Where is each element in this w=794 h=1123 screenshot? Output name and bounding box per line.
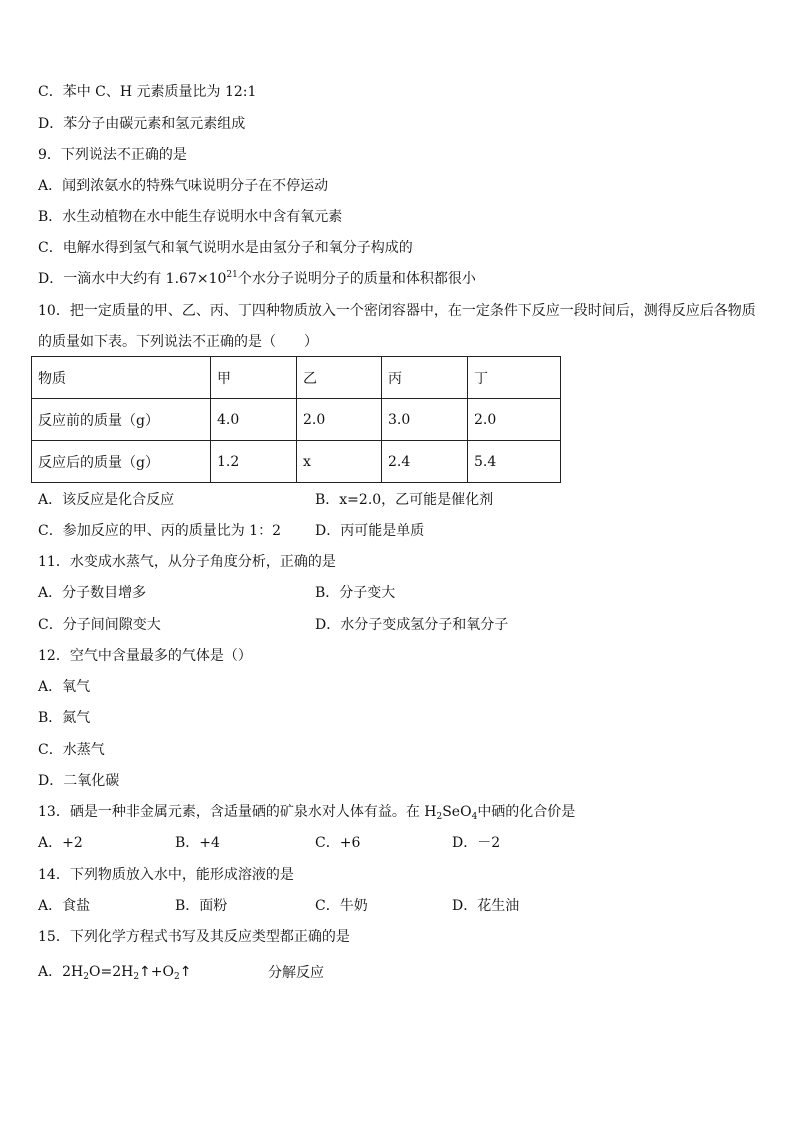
q9-option-d-text-1: D．一滴水中大约有 1.67×10 bbox=[38, 271, 227, 287]
table-cell: 2.4 bbox=[382, 441, 468, 483]
equation-part: +O bbox=[150, 964, 174, 980]
q11-option-c: C．分子间间隙变大 bbox=[38, 617, 161, 633]
q9-stem: 9．下列说法不正确的是 bbox=[38, 147, 187, 163]
q9-option-d-exponent: 21 bbox=[226, 270, 238, 280]
q13-stem bbox=[38, 802, 575, 822]
q15-stem: 15．下列化学方程式书写及其反应类型都正确的是 bbox=[38, 929, 350, 945]
q11-stem: 11．水变成水蒸气，从分子角度分析，正确的是 bbox=[38, 554, 336, 570]
q14-option-a: A．食盐 bbox=[38, 898, 91, 914]
q15-option-a-reaction-type: 分解反应 bbox=[268, 965, 324, 981]
q14-stem: 14．下列物质放入水中，能形成溶液的是 bbox=[38, 867, 294, 883]
table-header-cell: 丁 bbox=[468, 357, 561, 399]
chemical-equation bbox=[62, 964, 191, 980]
table-cell: 1.2 bbox=[211, 441, 297, 483]
q13-stem-text-2: SeO bbox=[442, 804, 472, 820]
gas-arrow-icon: ↑ bbox=[179, 964, 192, 980]
gas-arrow-icon: ↑ bbox=[139, 964, 151, 980]
q12-option-b: B．氮气 bbox=[38, 710, 91, 726]
q8-option-c: C．苯中 C、H 元素质量比为 12:1 bbox=[38, 84, 257, 100]
q9-option-d bbox=[38, 269, 476, 289]
equation-part: 2H bbox=[62, 964, 84, 980]
q15-option-a-label: A． bbox=[38, 964, 63, 980]
q13-option-d: D．－2 bbox=[452, 835, 501, 851]
q14-option-b: B．面粉 bbox=[175, 898, 228, 914]
q9-option-b: B．水生动植物在水中能生存说明水中含有氧元素 bbox=[38, 209, 343, 225]
table-header-cell: 物质 bbox=[32, 357, 211, 399]
q12-stem: 12．空气中含量最多的气体是（） bbox=[38, 648, 252, 664]
q9-option-d-text-2: 个水分子说明分子的质量和体积都很小 bbox=[237, 271, 476, 287]
table-cell: 2.0 bbox=[297, 399, 382, 441]
q10-option-b: B．x=2.0，乙可能是催化剂 bbox=[315, 492, 494, 508]
q11-option-d: D．水分子变成氢分子和氧分子 bbox=[315, 617, 509, 633]
q10-option-c: C．参加反应的甲、丙的质量比为 1：2 bbox=[38, 523, 281, 539]
q9-option-c: C．电解水得到氢气和氧气说明水是由氢分子和氧分子构成的 bbox=[38, 240, 413, 256]
q13-subscript-2: 4 bbox=[471, 812, 478, 822]
q15-option-a bbox=[38, 962, 191, 982]
q12-option-c: C．水蒸气 bbox=[38, 742, 105, 758]
table-header-cell: 甲 bbox=[211, 357, 297, 399]
table-cell: 2.0 bbox=[468, 399, 561, 441]
q12-option-d: D．二氧化碳 bbox=[38, 773, 120, 789]
q11-option-b: B．分子变大 bbox=[315, 585, 396, 601]
q9-option-a: A．闻到浓氨水的特殊气味说明分子在不停运动 bbox=[38, 178, 329, 194]
q13-stem-text-3: 中硒的化合价是 bbox=[477, 804, 576, 820]
q13-option-b: B．+4 bbox=[175, 835, 220, 851]
q13-option-c: C．+6 bbox=[315, 835, 361, 851]
q12-option-a: A．氧气 bbox=[38, 679, 91, 695]
table-cell: 反应后的质量（g） bbox=[32, 441, 211, 483]
table-cell: x bbox=[297, 441, 382, 483]
q11-option-a: A．分子数目增多 bbox=[38, 585, 147, 601]
table-cell: 5.4 bbox=[468, 441, 561, 483]
q8-option-d: D．苯分子由碳元素和氢元素组成 bbox=[38, 116, 246, 132]
q10-mass-table bbox=[31, 356, 561, 483]
table-cell: 3.0 bbox=[382, 399, 468, 441]
table-cell: 反应前的质量（g） bbox=[32, 399, 211, 441]
table-row bbox=[32, 399, 561, 441]
q10-stem-line-2: 的质量如下表。下列说法不正确的是（ ） bbox=[38, 334, 318, 350]
equation-subscript: 2 bbox=[83, 972, 89, 982]
table-header-cell: 丙 bbox=[382, 357, 468, 399]
q10-option-a: A．该反应是化合反应 bbox=[38, 492, 175, 508]
q13-subscript-1: 2 bbox=[436, 812, 443, 822]
table-cell: 4.0 bbox=[211, 399, 297, 441]
q13-stem-text-1: 13．硒是一种非金属元素，含适量硒的矿泉水对人体有益。在 H bbox=[38, 804, 437, 820]
q10-stem-line-1: 10．把一定质量的甲、乙、丙、丁四种物质放入一个密闭容器中，在一定条件下反应一段时间后，测得反应后各物质 bbox=[38, 303, 756, 319]
q14-option-c: C．牛奶 bbox=[315, 898, 368, 914]
table-row bbox=[32, 441, 561, 483]
table-header-row bbox=[32, 357, 561, 399]
table-header-cell: 乙 bbox=[297, 357, 382, 399]
q10-option-d: D．丙可能是单质 bbox=[315, 523, 425, 539]
equation-subscript: 2 bbox=[174, 972, 180, 982]
q14-option-d: D．花生油 bbox=[452, 898, 520, 914]
equation-part: O=2H bbox=[88, 964, 134, 980]
q13-option-a: A．+2 bbox=[38, 835, 83, 851]
equation-subscript: 2 bbox=[133, 972, 140, 982]
